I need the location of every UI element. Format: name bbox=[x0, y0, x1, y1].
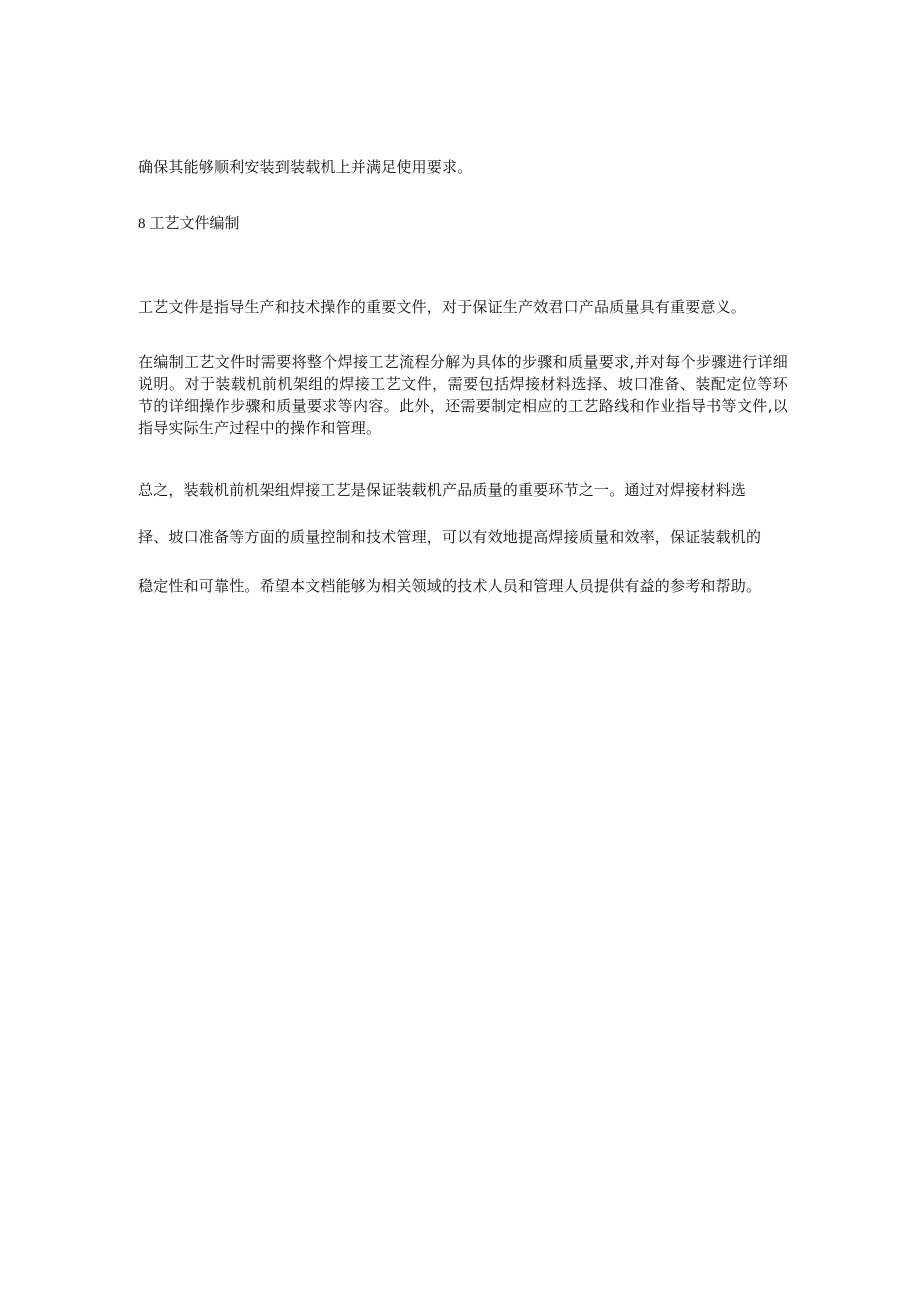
paragraph-details: 在编制工艺文件时需要将整个焊接工艺流程分解为具体的步骤和质量要求,并对每个步骤进行详细说明。对于装载机前机架组的焊接工艺文件，需要包括焊接材料选择、坡口准备、装配定位等环节的详细操作步骤和质量要求等内容。此外，还需要制定相应的工艺路线和作业指导书等文件,以指导实际生产过程中的操作和管理。 bbox=[138, 353, 788, 437]
section-title: 工艺文件编制 bbox=[149, 214, 240, 232]
paragraph-intro: 工艺文件是指导生产和技术操作的重要文件，对于保证生产效君口产品质量具有重要意义。 bbox=[138, 298, 747, 316]
conclusion-line-2: 择、坡口准备等方面的质量控制和技术管理，可以有效地提高焊接质量和效率，保证装载机的 bbox=[138, 528, 762, 546]
section-heading bbox=[138, 212, 240, 235]
conclusion-line-1: 总之，装载机前机架组焊接工艺是保证装载机产品质量的重要环节之一。通过对焊接材料选 bbox=[138, 481, 747, 499]
section-number: 8 bbox=[138, 216, 146, 232]
conclusion-line-3: 稳定性和可靠性。希望本文档能够为相关领域的技术人员和管理人员提供有益的参考和帮助。 bbox=[138, 577, 762, 595]
carryover-text-line: 确保其能够顺利安装到装载机上并满足使用要求。 bbox=[138, 158, 473, 176]
